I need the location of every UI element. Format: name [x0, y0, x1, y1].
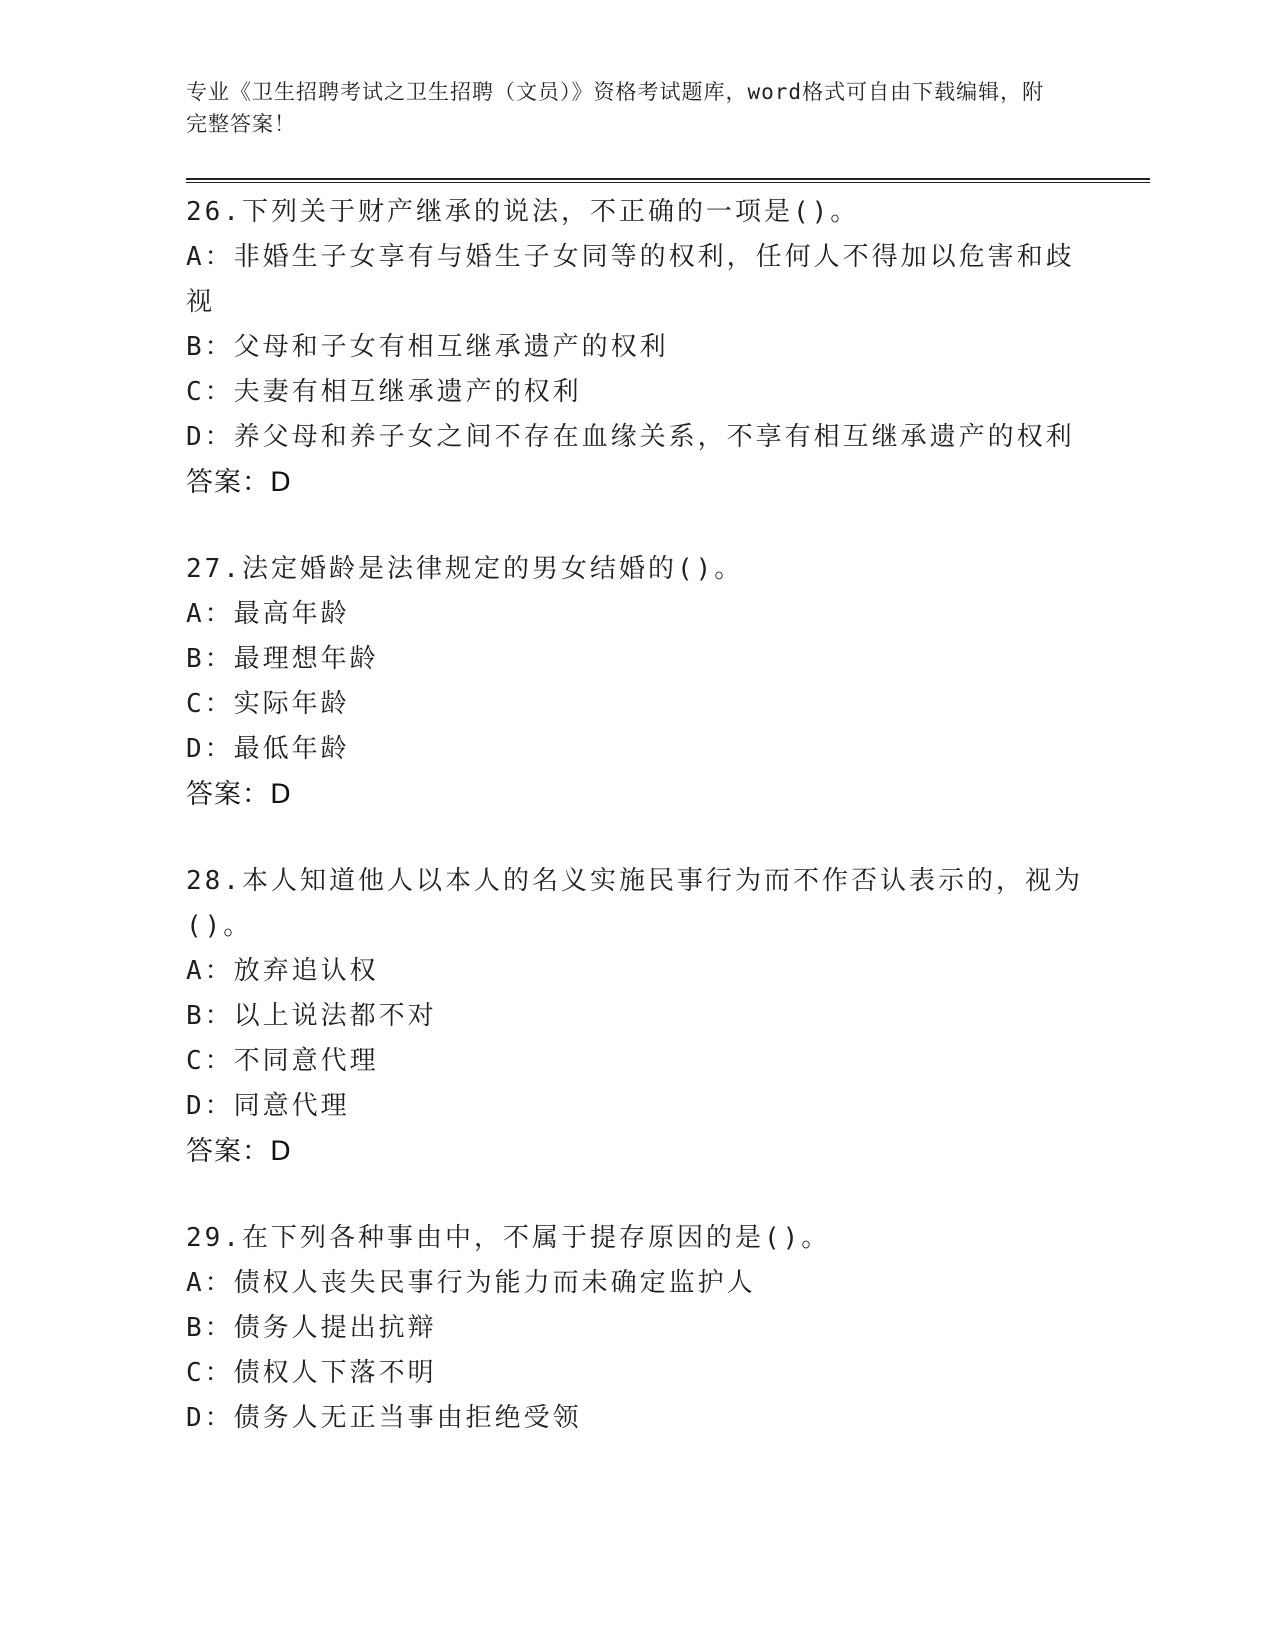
option-d: D：债务人无正当事由拒绝受领 — [186, 1403, 582, 1433]
option-d: D：养父母和养子女之间不存在血缘关系，不享有相互继承遗产的权利 — [186, 422, 1075, 452]
option-b: B：父母和子女有相互继承遗产的权利 — [186, 332, 669, 362]
question-list — [186, 190, 1086, 1483]
option-a: A：非婚生子女享有与婚生子女同等的权利，任何人不得加以危害和歧视 — [186, 242, 1075, 317]
answer: 答案：D — [186, 779, 292, 810]
option-a: A：放弃追认权 — [186, 956, 379, 986]
option-d: D：同意代理 — [186, 1091, 350, 1121]
question-stem: 26.下列关于财产继承的说法，不正确的一项是()。 — [186, 197, 860, 227]
option-a: A：债权人丧失民事行为能力而未确定监护人 — [186, 1268, 756, 1298]
option-c: C：实际年龄 — [186, 689, 350, 719]
option-c: C：夫妻有相互继承遗产的权利 — [186, 377, 582, 407]
option-b: B：债务人提出抗辩 — [186, 1313, 437, 1343]
question-26 — [186, 190, 1086, 505]
question-stem: 29.在下列各种事由中，不属于提存原因的是()。 — [186, 1223, 831, 1253]
question-stem: 28.本人知道他人以本人的名义实施民事行为而不作否认表示的，视为()。 — [186, 866, 1083, 941]
option-a: A：最高年龄 — [186, 599, 350, 629]
answer: 答案：D — [186, 1136, 292, 1167]
option-d: D：最低年龄 — [186, 734, 350, 764]
question-28 — [186, 859, 1086, 1174]
header-divider-thick — [186, 178, 1150, 180]
question-29 — [186, 1216, 1086, 1441]
question-stem: 27.法定婚龄是法律规定的男女结婚的()。 — [186, 554, 744, 584]
option-c: C：债权人下落不明 — [186, 1358, 437, 1388]
answer: 答案：D — [186, 467, 292, 498]
question-27 — [186, 547, 1086, 817]
option-b: B：最理想年龄 — [186, 644, 379, 674]
option-c: C：不同意代理 — [186, 1046, 379, 1076]
option-b: B：以上说法都不对 — [186, 1001, 437, 1031]
header-divider-thin — [186, 182, 1150, 183]
document-header: 专业《卫生招聘考试之卫生招聘（文员）》资格考试题库，word格式可自由下载编辑，附完整答案！ — [186, 80, 1045, 136]
